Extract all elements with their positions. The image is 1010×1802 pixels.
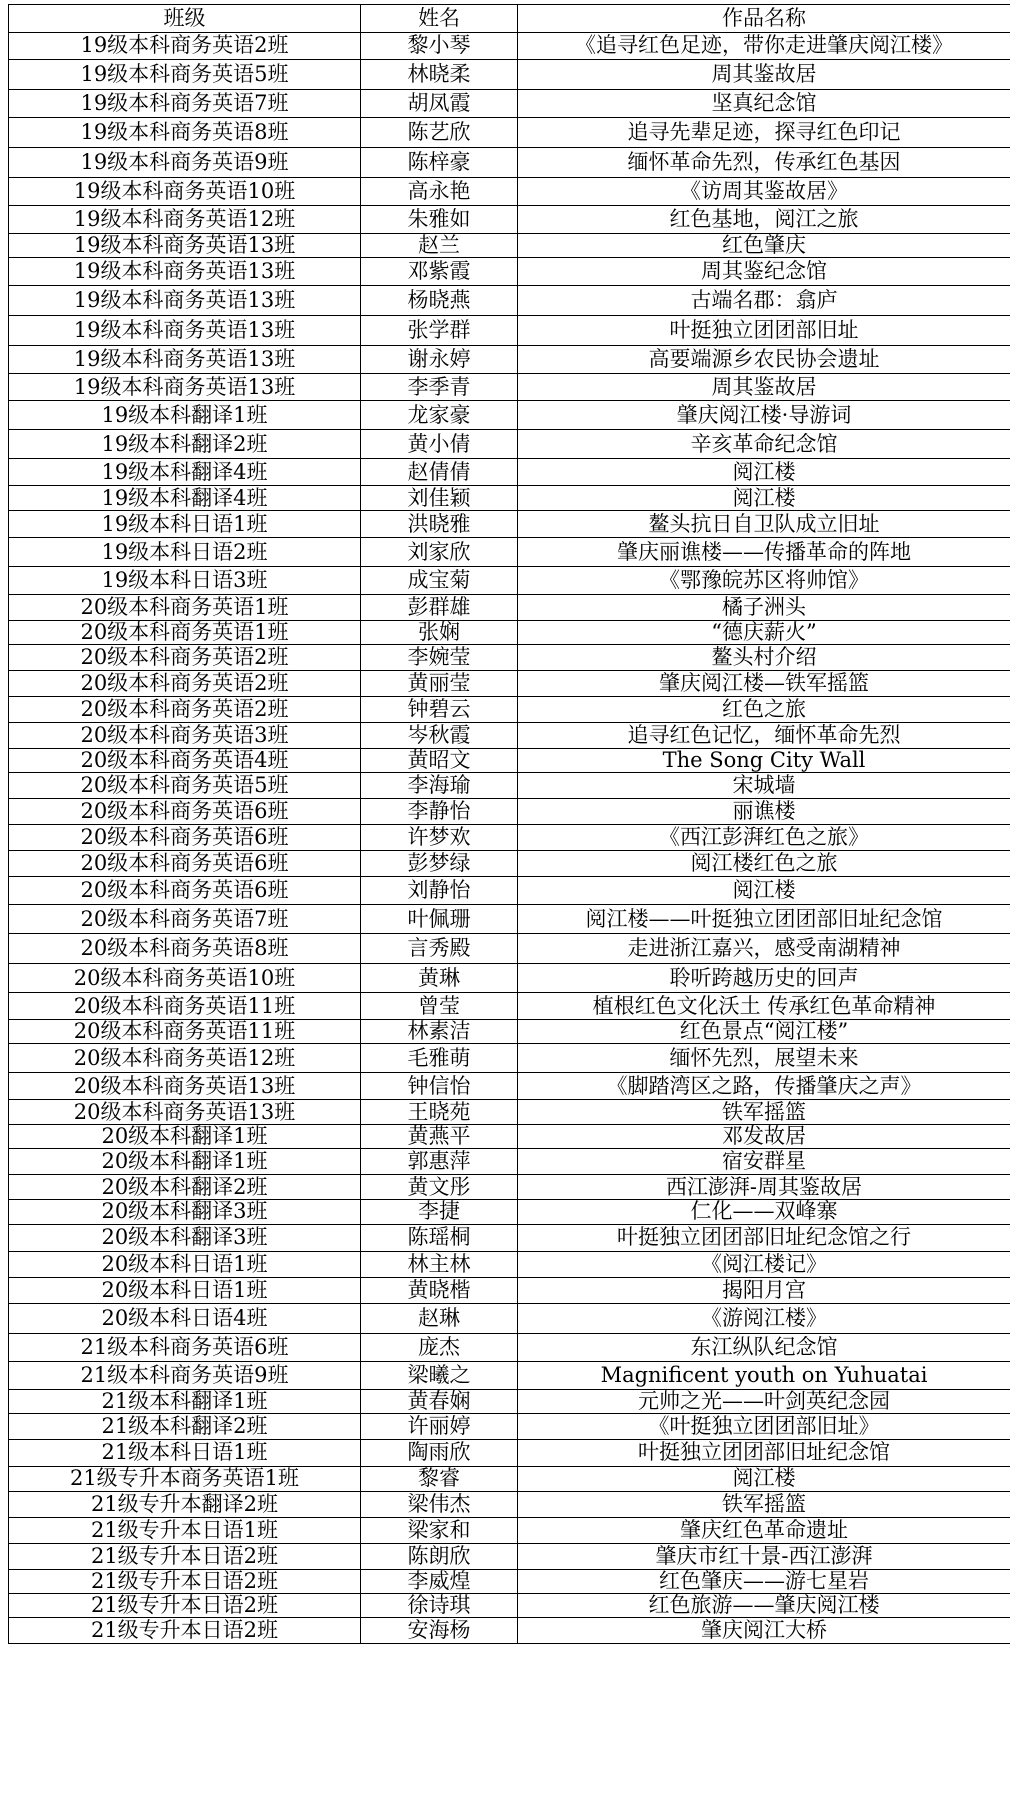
- cell-class: 19级本科商务英语10班: [9, 178, 361, 206]
- cell-class: 19级本科商务英语7班: [9, 90, 361, 118]
- cell-class: 19级本科日语2班: [9, 538, 361, 567]
- table-row: [9, 799, 1010, 825]
- cell-name: 陈瑶桐: [361, 1224, 518, 1251]
- cell-title: 肇庆丽谯楼——传播革命的阵地: [518, 538, 1010, 567]
- table-row: [9, 993, 1010, 1020]
- table-row: [9, 1333, 1010, 1361]
- cell-class: 19级本科商务英语13班: [9, 258, 361, 286]
- cell-title: 鳌头村介绍: [518, 645, 1010, 671]
- cell-class: 21级本科翻译1班: [9, 1389, 361, 1413]
- cell-name: 陈艺欣: [361, 118, 518, 148]
- cell-name: 成宝菊: [361, 567, 518, 595]
- cell-name: 许梦欢: [361, 825, 518, 851]
- cell-title: 《阅江楼记》: [518, 1251, 1010, 1277]
- table-row: [9, 178, 1010, 206]
- cell-name: 刘静怡: [361, 877, 518, 905]
- cell-title: 《游阅江楼》: [518, 1303, 1010, 1333]
- cell-class: 20级本科翻译1班: [9, 1125, 361, 1149]
- cell-title: 揭阳月宫: [518, 1277, 1010, 1303]
- cell-title: 宋城墙: [518, 773, 1010, 799]
- table-row: [9, 1617, 1010, 1643]
- table-row: [9, 773, 1010, 799]
- table-row: [9, 1361, 1010, 1389]
- cell-name: 毛雅萌: [361, 1044, 518, 1073]
- cell-name: 李海瑜: [361, 773, 518, 799]
- cell-class: 20级本科翻译3班: [9, 1200, 361, 1224]
- cell-name: 朱雅如: [361, 206, 518, 234]
- table-row: [9, 90, 1010, 118]
- cell-class: 20级本科翻译1班: [9, 1149, 361, 1175]
- cell-name: 杨晓燕: [361, 286, 518, 316]
- cell-class: 20级本科商务英语5班: [9, 773, 361, 799]
- cell-name: 安海杨: [361, 1617, 518, 1643]
- cell-class: 21级本科日语1班: [9, 1439, 361, 1466]
- cell-class: 20级本科商务英语6班: [9, 877, 361, 905]
- cell-name: 赵倩倩: [361, 459, 518, 486]
- cell-name: 黄晓楷: [361, 1277, 518, 1303]
- table-row: [9, 1466, 1010, 1491]
- cell-class: 20级本科商务英语6班: [9, 799, 361, 825]
- cell-name: 陈梓豪: [361, 148, 518, 178]
- cell-class: 19级本科商务英语13班: [9, 346, 361, 374]
- table-row: [9, 1389, 1010, 1413]
- cell-class: 20级本科商务英语1班: [9, 595, 361, 621]
- cell-title: 周其鉴故居: [518, 374, 1010, 401]
- cell-class: 19级本科商务英语2班: [9, 33, 361, 60]
- table-row: [9, 374, 1010, 401]
- cell-name: 陶雨欣: [361, 1439, 518, 1466]
- cell-class: 21级专升本日语2班: [9, 1569, 361, 1593]
- table-row: [9, 1543, 1010, 1569]
- cell-title: 西江澎湃-周其鉴故居: [518, 1175, 1010, 1200]
- table-row: [9, 258, 1010, 286]
- cell-class: 20级本科商务英语10班: [9, 964, 361, 993]
- table-row: [9, 1593, 1010, 1617]
- cell-class: 19级本科商务英语12班: [9, 206, 361, 234]
- cell-name: 张学群: [361, 316, 518, 346]
- cell-class: 20级本科商务英语11班: [9, 1020, 361, 1044]
- cell-name: 梁伟杰: [361, 1491, 518, 1517]
- table-row: [9, 118, 1010, 148]
- cell-title: 红色肇庆——游七星岩: [518, 1569, 1010, 1593]
- cell-class: 21级专升本日语1班: [9, 1517, 361, 1543]
- cell-title: 周其鉴故居: [518, 60, 1010, 90]
- header-class: 班级: [9, 5, 361, 33]
- table-row: [9, 316, 1010, 346]
- cell-name: 彭群雄: [361, 595, 518, 621]
- cell-name: 彭梦绿: [361, 851, 518, 877]
- table-row: [9, 148, 1010, 178]
- table-row: [9, 934, 1010, 964]
- cell-name: 陈朗欣: [361, 1543, 518, 1569]
- table-row: [9, 671, 1010, 697]
- cell-class: 19级本科日语1班: [9, 511, 361, 538]
- cell-class: 19级本科商务英语13班: [9, 374, 361, 401]
- cell-name: 谢永婷: [361, 346, 518, 374]
- cell-title: 橘子洲头: [518, 595, 1010, 621]
- cell-class: 20级本科商务英语8班: [9, 934, 361, 964]
- cell-class: 20级本科商务英语13班: [9, 1100, 361, 1125]
- cell-name: 钟信怡: [361, 1073, 518, 1100]
- table-row: [9, 1100, 1010, 1125]
- cell-title: 阅江楼: [518, 877, 1010, 905]
- table-row: [9, 1277, 1010, 1303]
- cell-name: 徐诗琪: [361, 1593, 518, 1617]
- cell-name: 王晓苑: [361, 1100, 518, 1125]
- cell-name: 叶佩珊: [361, 905, 518, 934]
- table-row: [9, 206, 1010, 234]
- cell-title: 走进浙江嘉兴，感受南湖精神: [518, 934, 1010, 964]
- cell-title: 肇庆阅江楼·导游词: [518, 401, 1010, 430]
- cell-title: 红色景点“阅江楼”: [518, 1020, 1010, 1044]
- table-row: [9, 697, 1010, 723]
- cell-class: 21级专升本商务英语1班: [9, 1466, 361, 1491]
- cell-class: 20级本科商务英语4班: [9, 749, 361, 773]
- cell-title: 铁军摇篮: [518, 1491, 1010, 1517]
- table-row: [9, 851, 1010, 877]
- cell-name: 庞杰: [361, 1333, 518, 1361]
- cell-name: 赵兰: [361, 234, 518, 258]
- cell-title: 宿安群星: [518, 1149, 1010, 1175]
- cell-class: 21级专升本日语2班: [9, 1593, 361, 1617]
- cell-name: 曾莹: [361, 993, 518, 1020]
- cell-title: Magnificent youth on Yuhuatai: [518, 1361, 1010, 1389]
- table-row: [9, 346, 1010, 374]
- cell-class: 20级本科翻译2班: [9, 1175, 361, 1200]
- cell-class: 21级本科商务英语6班: [9, 1333, 361, 1361]
- cell-title: 仁化——双峰寨: [518, 1200, 1010, 1224]
- cell-name: 林主林: [361, 1251, 518, 1277]
- cell-name: 黎睿: [361, 1466, 518, 1491]
- table-row: [9, 905, 1010, 934]
- table-row: [9, 567, 1010, 595]
- table-row: [9, 538, 1010, 567]
- cell-title: 叶挺独立团团部旧址纪念馆之行: [518, 1224, 1010, 1251]
- cell-title: The Song City Wall: [518, 749, 1010, 773]
- cell-title: 阅江楼: [518, 486, 1010, 511]
- cell-name: 梁家和: [361, 1517, 518, 1543]
- cell-title: 元帅之光——叶剑英纪念园: [518, 1389, 1010, 1413]
- cell-class: 20级本科商务英语2班: [9, 671, 361, 697]
- cell-title: 坚真纪念馆: [518, 90, 1010, 118]
- cell-name: 黄小倩: [361, 430, 518, 459]
- table-row: [9, 1200, 1010, 1224]
- cell-title: 红色肇庆: [518, 234, 1010, 258]
- table-row: [9, 1413, 1010, 1439]
- table-row: [9, 1020, 1010, 1044]
- table-row: [9, 33, 1010, 60]
- cell-name: 李季青: [361, 374, 518, 401]
- table-row: [9, 1073, 1010, 1100]
- cell-name: 李婉莹: [361, 645, 518, 671]
- cell-class: 19级本科日语3班: [9, 567, 361, 595]
- cell-class: 21级专升本日语2班: [9, 1617, 361, 1643]
- cell-title: 东江纵队纪念馆: [518, 1333, 1010, 1361]
- header-title: 作品名称: [518, 5, 1010, 33]
- cell-title: 《追寻红色足迹，带你走进肇庆阅江楼》: [518, 33, 1010, 60]
- table-row: [9, 1224, 1010, 1251]
- cell-name: 许丽婷: [361, 1413, 518, 1439]
- cell-class: 20级本科商务英语6班: [9, 851, 361, 877]
- cell-class: 20级本科商务英语7班: [9, 905, 361, 934]
- cell-class: 21级本科翻译2班: [9, 1413, 361, 1439]
- cell-name: 李捷: [361, 1200, 518, 1224]
- table-row: [9, 234, 1010, 258]
- cell-title: 高要端源乡农民协会遗址: [518, 346, 1010, 374]
- table-row: [9, 1569, 1010, 1593]
- table-row: [9, 1149, 1010, 1175]
- header-row: [9, 5, 1010, 33]
- table-row: [9, 286, 1010, 316]
- cell-title: 追寻先辈足迹，探寻红色印记: [518, 118, 1010, 148]
- cell-name: 胡凤霞: [361, 90, 518, 118]
- cell-title: 古端名郡：翕庐: [518, 286, 1010, 316]
- cell-title: 《脚踏湾区之路，传播肇庆之声》: [518, 1073, 1010, 1100]
- cell-title: 阅江楼: [518, 459, 1010, 486]
- cell-title: 《鄂豫皖苏区将帅馆》: [518, 567, 1010, 595]
- table-row: [9, 511, 1010, 538]
- table-row: [9, 723, 1010, 749]
- cell-title: 阅江楼红色之旅: [518, 851, 1010, 877]
- cell-title: 辛亥革命纪念馆: [518, 430, 1010, 459]
- cell-class: 20级本科商务英语11班: [9, 993, 361, 1020]
- cell-title: 肇庆市红十景-西江澎湃: [518, 1543, 1010, 1569]
- header-name: 姓名: [361, 5, 518, 33]
- cell-title: 《西江彭湃红色之旅》: [518, 825, 1010, 851]
- cell-name: 黄琳: [361, 964, 518, 993]
- cell-title: 阅江楼: [518, 1466, 1010, 1491]
- cell-class: 20级本科商务英语1班: [9, 621, 361, 645]
- table-row: [9, 401, 1010, 430]
- table-row: [9, 60, 1010, 90]
- works-table: [8, 4, 1010, 1644]
- cell-class: 19级本科商务英语8班: [9, 118, 361, 148]
- cell-name: 黎小琴: [361, 33, 518, 60]
- cell-title: 肇庆阅江大桥: [518, 1617, 1010, 1643]
- table-row: [9, 1491, 1010, 1517]
- cell-title: 缅怀革命先烈，传承红色基因: [518, 148, 1010, 178]
- cell-name: 言秀殿: [361, 934, 518, 964]
- cell-class: 19级本科翻译1班: [9, 401, 361, 430]
- cell-title: 红色之旅: [518, 697, 1010, 723]
- cell-class: 20级本科商务英语2班: [9, 645, 361, 671]
- cell-name: 刘家欣: [361, 538, 518, 567]
- cell-name: 刘佳颖: [361, 486, 518, 511]
- cell-class: 19级本科翻译2班: [9, 430, 361, 459]
- table-row: [9, 877, 1010, 905]
- cell-name: 钟碧云: [361, 697, 518, 723]
- cell-class: 19级本科翻译4班: [9, 486, 361, 511]
- table-row: [9, 964, 1010, 993]
- table-row: [9, 1251, 1010, 1277]
- cell-title: 植根红色文化沃土 传承红色革命精神: [518, 993, 1010, 1020]
- cell-name: 黄燕平: [361, 1125, 518, 1149]
- cell-title: 追寻红色记忆，缅怀革命先烈: [518, 723, 1010, 749]
- cell-class: 20级本科商务英语3班: [9, 723, 361, 749]
- cell-name: 郭惠萍: [361, 1149, 518, 1175]
- cell-class: 20级本科商务英语12班: [9, 1044, 361, 1073]
- cell-class: 19级本科商务英语5班: [9, 60, 361, 90]
- cell-name: 林素洁: [361, 1020, 518, 1044]
- cell-title: 邓发故居: [518, 1125, 1010, 1149]
- table-row: [9, 645, 1010, 671]
- cell-name: 黄昭文: [361, 749, 518, 773]
- table-row: [9, 825, 1010, 851]
- cell-name: 黄春娴: [361, 1389, 518, 1413]
- cell-title: 红色旅游——肇庆阅江楼: [518, 1593, 1010, 1617]
- cell-title: 丽谯楼: [518, 799, 1010, 825]
- cell-title: 阅江楼——叶挺独立团团部旧址纪念馆: [518, 905, 1010, 934]
- table-row: [9, 1044, 1010, 1073]
- cell-name: 李威煌: [361, 1569, 518, 1593]
- cell-class: 20级本科商务英语6班: [9, 825, 361, 851]
- table-row: [9, 486, 1010, 511]
- cell-title: 肇庆红色革命遗址: [518, 1517, 1010, 1543]
- cell-title: 肇庆阅江楼—铁军摇篮: [518, 671, 1010, 697]
- table-row: [9, 1125, 1010, 1149]
- cell-title: 聆听跨越历史的回声: [518, 964, 1010, 993]
- cell-name: 张娴: [361, 621, 518, 645]
- cell-class: 21级专升本日语2班: [9, 1543, 361, 1569]
- cell-title: 红色基地，阅江之旅: [518, 206, 1010, 234]
- cell-name: 龙家豪: [361, 401, 518, 430]
- cell-name: 李静怡: [361, 799, 518, 825]
- cell-class: 20级本科日语1班: [9, 1251, 361, 1277]
- cell-class: 20级本科翻译3班: [9, 1224, 361, 1251]
- cell-name: 邓紫霞: [361, 258, 518, 286]
- cell-title: 鳌头抗日自卫队成立旧址: [518, 511, 1010, 538]
- cell-name: 高永艳: [361, 178, 518, 206]
- cell-name: 洪晓雅: [361, 511, 518, 538]
- table-row: [9, 1303, 1010, 1333]
- table-row: [9, 1175, 1010, 1200]
- cell-class: 21级专升本翻译2班: [9, 1491, 361, 1517]
- cell-title: 叶挺独立团团部旧址纪念馆: [518, 1439, 1010, 1466]
- cell-name: 黄丽莹: [361, 671, 518, 697]
- cell-class: 20级本科商务英语13班: [9, 1073, 361, 1100]
- table-row: [9, 1439, 1010, 1466]
- cell-title: 《访周其鉴故居》: [518, 178, 1010, 206]
- cell-class: 19级本科商务英语13班: [9, 286, 361, 316]
- cell-title: “德庆薪火”: [518, 621, 1010, 645]
- cell-class: 19级本科商务英语13班: [9, 234, 361, 258]
- cell-title: 叶挺独立团团部旧址: [518, 316, 1010, 346]
- cell-class: 20级本科商务英语2班: [9, 697, 361, 723]
- cell-title: 铁军摇篮: [518, 1100, 1010, 1125]
- table-row: [9, 430, 1010, 459]
- cell-title: 《叶挺独立团团部旧址》: [518, 1413, 1010, 1439]
- cell-name: 林晓柔: [361, 60, 518, 90]
- cell-class: 19级本科商务英语9班: [9, 148, 361, 178]
- cell-class: 19级本科翻译4班: [9, 459, 361, 486]
- cell-class: 20级本科日语1班: [9, 1277, 361, 1303]
- cell-name: 梁曦之: [361, 1361, 518, 1389]
- table-body: [9, 33, 1010, 1644]
- cell-name: 黄文彤: [361, 1175, 518, 1200]
- table-row: [9, 459, 1010, 486]
- table-row: [9, 595, 1010, 621]
- cell-name: 赵琳: [361, 1303, 518, 1333]
- table-row: [9, 621, 1010, 645]
- cell-title: 周其鉴纪念馆: [518, 258, 1010, 286]
- table-row: [9, 749, 1010, 773]
- cell-title: 缅怀先烈，展望未来: [518, 1044, 1010, 1073]
- cell-class: 21级本科商务英语9班: [9, 1361, 361, 1389]
- table-row: [9, 1517, 1010, 1543]
- cell-class: 20级本科日语4班: [9, 1303, 361, 1333]
- cell-name: 岑秋霞: [361, 723, 518, 749]
- cell-class: 19级本科商务英语13班: [9, 316, 361, 346]
